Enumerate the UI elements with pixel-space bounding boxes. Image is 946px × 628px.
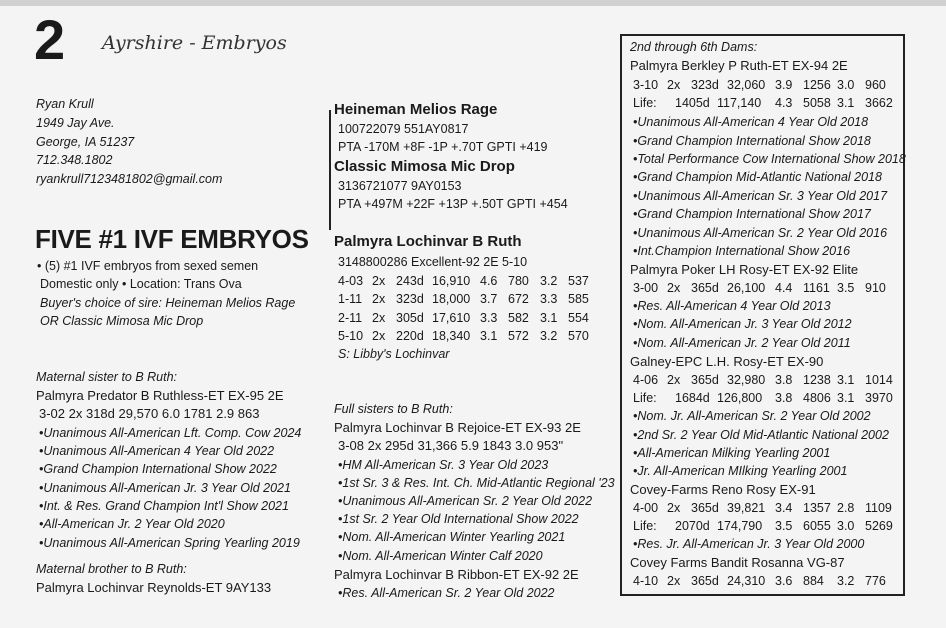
rec-milking: 2x xyxy=(372,311,386,325)
offer-line-3: Buyer's choice of sire: Heineman Melios Rage xyxy=(40,296,296,310)
honor-line: •Unanimous All-American Sr. 2 Year Old 2022 xyxy=(338,494,593,508)
rec-days: 365d xyxy=(691,574,719,588)
rec-days: 305d xyxy=(396,311,424,325)
sire-2-id: 3136721077 9AY0153 xyxy=(338,179,462,193)
rec-milk: 18,340 xyxy=(432,329,471,343)
rec-days: 323d xyxy=(396,292,424,306)
rec-fat: 884 xyxy=(803,574,824,588)
sire-1-pta: PTA -170M +8F -1P +.70T GPTI +419 xyxy=(338,140,548,154)
rec-age: 4-03 xyxy=(338,274,364,288)
contact-email[interactable]: ryankrull7123481802@gmail.com xyxy=(36,172,223,186)
rec-milking: 2x xyxy=(372,292,386,306)
rec-pro-pct: 3.1 xyxy=(540,311,558,325)
rec-fat-pct: 4.6 xyxy=(480,274,498,288)
honor-line: •All-American Jr. 2 Year Old 2020 xyxy=(39,517,225,531)
sire-2-pta: PTA +497M +22F +13P +.50T GPTI +454 xyxy=(338,197,568,211)
rec-days: 365d xyxy=(691,281,719,295)
rec-age: 4-00 xyxy=(633,501,659,515)
rec-age: 1-11 xyxy=(338,292,363,306)
dam-5-name: Covey-Farms Reno Rosy EX-91 xyxy=(630,482,816,497)
honor-line: •Nom. All-American Jr. 3 Year Old 2012 xyxy=(633,317,852,331)
rec-fat: 780 xyxy=(508,274,529,288)
honor-line: •Unanimous All-American Jr. 3 Year Old 2021 xyxy=(39,481,291,495)
life-pro-pct: 3.1 xyxy=(837,391,855,405)
honor-line: •Unanimous All-American Sr. 2 Year Old 2016 xyxy=(633,226,888,240)
honor-line: •Unanimous All-American Spring Yearling 2019 xyxy=(39,536,300,550)
honor-line: •Nom. Jr. All-American Sr. 2 Year Old 2002 xyxy=(633,409,871,423)
rec-milking: 2x xyxy=(667,281,681,295)
offer-title: FIVE #1 IVF EMBRYOS xyxy=(35,224,309,254)
life-pro: 3662 xyxy=(865,96,893,110)
life-label: Life: xyxy=(633,519,657,533)
dam-record-row xyxy=(338,274,589,289)
dam-3-name: Palmyra Poker LH Rosy-ET EX-92 Elite xyxy=(630,262,859,277)
contact-phone: 712.348.1802 xyxy=(36,153,113,167)
honor-line: •2nd Sr. 2 Year Old Mid-Atlantic National 2002 xyxy=(633,428,889,442)
rec-age: 3-10 xyxy=(633,78,659,92)
honor-line: •Unanimous All-American 4 Year Old 2018 xyxy=(633,115,869,129)
life-fat-pct: 3.8 xyxy=(775,391,793,405)
rec-pro: 537 xyxy=(568,274,589,288)
offer-line-2: Domestic only • Location: Trans Ova xyxy=(40,277,242,291)
life-label: Life: xyxy=(633,391,657,405)
honor-line: •Int.Champion International Show 2016 xyxy=(633,244,851,258)
honor-line: •All-American Milking Yearling 2001 xyxy=(633,446,831,460)
rec-fat: 1256 xyxy=(803,78,831,92)
rec-fat-pct: 3.7 xyxy=(480,292,498,306)
rec-milk: 26,100 xyxy=(727,281,766,295)
maternal-brother-label: Maternal brother to B Ruth: xyxy=(36,562,187,576)
honor-line: •Grand Champion Mid-Atlantic National 2018 xyxy=(633,170,882,184)
dam-5-life xyxy=(633,519,893,534)
dam-2-record xyxy=(633,78,886,93)
dam-4-record xyxy=(633,373,893,388)
rec-pro: 910 xyxy=(865,281,886,295)
full-sister-1-record: 3-08 2x 295d 31,366 5.9 1843 3.0 953" xyxy=(338,438,564,453)
rec-pro: 554 xyxy=(568,311,589,325)
maternal-sister-record: 3-02 2x 318d 29,570 6.0 1781 2.9 863 xyxy=(39,406,260,421)
honor-line: •Res. Jr. All-American Jr. 3 Year Old 2000 xyxy=(633,537,865,551)
dam-4-life xyxy=(633,391,893,406)
top-border xyxy=(0,0,946,6)
dam-record-row xyxy=(338,329,589,344)
rec-milking: 2x xyxy=(667,373,681,387)
rec-fat-pct: 3.6 xyxy=(775,574,793,588)
life-fat-pct: 3.5 xyxy=(775,519,793,533)
rec-milking: 2x xyxy=(667,78,681,92)
rec-fat-pct: 3.8 xyxy=(775,373,793,387)
dam-id: 3148800286 Excellent-92 2E 5-10 xyxy=(338,255,528,269)
rec-age: 4-06 xyxy=(633,373,659,387)
rec-age: 5-10 xyxy=(338,329,364,343)
honor-line: •Nom. All-American Winter Yearling 2021 xyxy=(338,530,566,544)
rec-milk: 39,821 xyxy=(727,501,766,515)
dam-6-name: Covey Farms Bandit Rosanna VG-87 xyxy=(630,555,845,570)
dam-6-record xyxy=(633,574,886,589)
dams-box-label: 2nd through 6th Dams: xyxy=(630,40,758,54)
dam-3-record xyxy=(633,281,886,296)
life-fat: 5058 xyxy=(803,96,831,110)
rec-days: 220d xyxy=(396,329,424,343)
rec-milk: 16,910 xyxy=(432,274,471,288)
rec-pro-pct: 2.8 xyxy=(837,501,855,515)
rec-days: 365d xyxy=(691,501,719,515)
honor-line: •Unanimous All-American 4 Year Old 2022 xyxy=(39,444,275,458)
rec-pro: 585 xyxy=(568,292,589,306)
rec-days: 365d xyxy=(691,373,719,387)
rec-pro: 776 xyxy=(865,574,886,588)
contact-city: George, IA 51237 xyxy=(36,135,135,149)
dam-2-life xyxy=(633,96,893,111)
honor-line: •Grand Champion International Show 2018 xyxy=(633,134,871,148)
honor-line: •Res. All-American 4 Year Old 2013 xyxy=(633,299,831,313)
life-fat-pct: 4.3 xyxy=(775,96,793,110)
dam-record-row xyxy=(338,292,589,307)
offer-line-1: • (5) #1 IVF embryos from sexed semen xyxy=(37,259,259,273)
offer-line-4: OR Classic Mimosa Mic Drop xyxy=(40,314,204,328)
rec-milking: 2x xyxy=(667,501,681,515)
rec-age: 3-00 xyxy=(633,281,659,295)
rec-fat-pct: 3.1 xyxy=(480,329,498,343)
full-sisters-label: Full sisters to B Ruth: xyxy=(334,402,453,416)
rec-fat-pct: 3.9 xyxy=(775,78,793,92)
rec-fat: 1357 xyxy=(803,501,831,515)
honor-line: •1st Sr. 3 & Res. Int. Ch. Mid-Atlantic Regional '23 xyxy=(338,476,615,490)
dam-4-name: Galney-EPC L.H. Rosy-ET EX-90 xyxy=(630,354,824,369)
rec-days: 323d xyxy=(691,78,719,92)
life-days: 2070d xyxy=(675,519,710,533)
life-fat: 6055 xyxy=(803,519,831,533)
contact-name: Ryan Krull xyxy=(36,97,94,111)
rec-fat-pct: 4.4 xyxy=(775,281,793,295)
rec-milking: 2x xyxy=(667,574,681,588)
rec-pro-pct: 3.0 xyxy=(837,78,855,92)
rec-milking: 2x xyxy=(372,274,386,288)
rec-fat-pct: 3.3 xyxy=(480,311,498,325)
honor-line: •Unanimous All-American Lft. Comp. Cow 2024 xyxy=(39,426,302,440)
life-days: 1684d xyxy=(675,391,710,405)
full-sister-2-name: Palmyra Lochinvar B Ribbon-ET EX-92 2E xyxy=(334,567,579,582)
rec-fat: 1161 xyxy=(803,281,830,295)
lot-number: 2 xyxy=(34,8,65,71)
rec-pro: 1109 xyxy=(865,501,892,515)
dam-5-record xyxy=(633,501,892,516)
rec-pro: 960 xyxy=(865,78,886,92)
rec-milking: 2x xyxy=(372,329,386,343)
rec-fat: 572 xyxy=(508,329,529,343)
rec-pro-pct: 3.3 xyxy=(540,292,558,306)
sire-1-name: Heineman Melios Rage xyxy=(334,101,498,118)
life-fat: 4806 xyxy=(803,391,831,405)
dam-record-row xyxy=(338,311,589,326)
rec-pro-pct: 3.2 xyxy=(540,274,558,288)
rec-pro-pct: 3.2 xyxy=(540,329,558,343)
maternal-brother-name: Palmyra Lochinvar Reynolds-ET 9AY133 xyxy=(36,580,272,595)
life-milk: 117,140 xyxy=(717,96,762,110)
rec-fat-pct: 3.4 xyxy=(775,501,793,515)
rec-milk: 18,000 xyxy=(432,292,471,306)
honor-line: •Int. & Res. Grand Champion Int'l Show 2021 xyxy=(39,499,289,513)
sire-divider xyxy=(329,110,331,230)
dam-name: Palmyra Lochinvar B Ruth xyxy=(334,233,522,250)
life-milk: 174,790 xyxy=(717,519,763,533)
dam-2-name: Palmyra Berkley P Ruth-ET EX-94 2E xyxy=(630,58,848,73)
rec-pro: 1014 xyxy=(865,373,893,387)
full-sister-1-name: Palmyra Lochinvar B Rejoice-ET EX-93 2E xyxy=(334,420,581,435)
dam-sire: S: Libby's Lochinvar xyxy=(338,347,450,361)
rec-age: 4-10 xyxy=(633,574,659,588)
honor-line: •HM All-American Sr. 3 Year Old 2023 xyxy=(338,458,549,472)
life-pro: 3970 xyxy=(865,391,893,405)
rec-fat: 1238 xyxy=(803,373,831,387)
life-milk: 126,800 xyxy=(717,391,763,405)
maternal-sister-label: Maternal sister to B Ruth: xyxy=(36,370,178,384)
rec-fat: 582 xyxy=(508,311,529,325)
sire-1-id: 100722079 551AY0817 xyxy=(338,122,469,136)
rec-days: 243d xyxy=(396,274,424,288)
breed-title: Ayrshire - Embryos xyxy=(102,32,287,54)
contact-address: 1949 Jay Ave. xyxy=(36,116,115,130)
rec-age: 2-11 xyxy=(338,311,363,325)
life-pro-pct: 3.0 xyxy=(837,519,855,533)
rec-pro: 570 xyxy=(568,329,589,343)
honor-line: •Grand Champion International Show 2017 xyxy=(633,207,871,221)
life-pro: 5269 xyxy=(865,519,893,533)
honor-line: •Grand Champion International Show 2022 xyxy=(39,462,277,476)
maternal-sister-name: Palmyra Predator B Ruthless-ET EX-95 2E xyxy=(36,388,284,403)
life-days: 1405d xyxy=(675,96,710,110)
honor-line: •Res. All-American Sr. 2 Year Old 2022 xyxy=(338,586,555,600)
honor-line: •Nom. All-American Jr. 2 Year Old 2011 xyxy=(633,336,851,350)
honor-line: •Total Performance Cow International Show 2018 xyxy=(633,152,906,166)
rec-milk: 17,610 xyxy=(432,311,471,325)
rec-milk: 24,310 xyxy=(727,574,766,588)
honor-line: •Unanimous All-American Sr. 3 Year Old 2017 xyxy=(633,189,888,203)
life-label: Life: xyxy=(633,96,657,110)
honor-line: •Nom. All-American Winter Calf 2020 xyxy=(338,549,543,563)
honor-line: •Jr. All-American MIlking Yearling 2001 xyxy=(633,464,848,478)
rec-pro-pct: 3.1 xyxy=(837,373,855,387)
rec-milk: 32,980 xyxy=(727,373,766,387)
honor-line: •1st Sr. 2 Year Old International Show 2022 xyxy=(338,512,579,526)
life-pro-pct: 3.1 xyxy=(837,96,855,110)
rec-fat: 672 xyxy=(508,292,529,306)
sire-2-name: Classic Mimosa Mic Drop xyxy=(334,158,515,175)
rec-pro-pct: 3.2 xyxy=(837,574,855,588)
rec-milk: 32,060 xyxy=(727,78,766,92)
rec-pro-pct: 3.5 xyxy=(837,281,855,295)
